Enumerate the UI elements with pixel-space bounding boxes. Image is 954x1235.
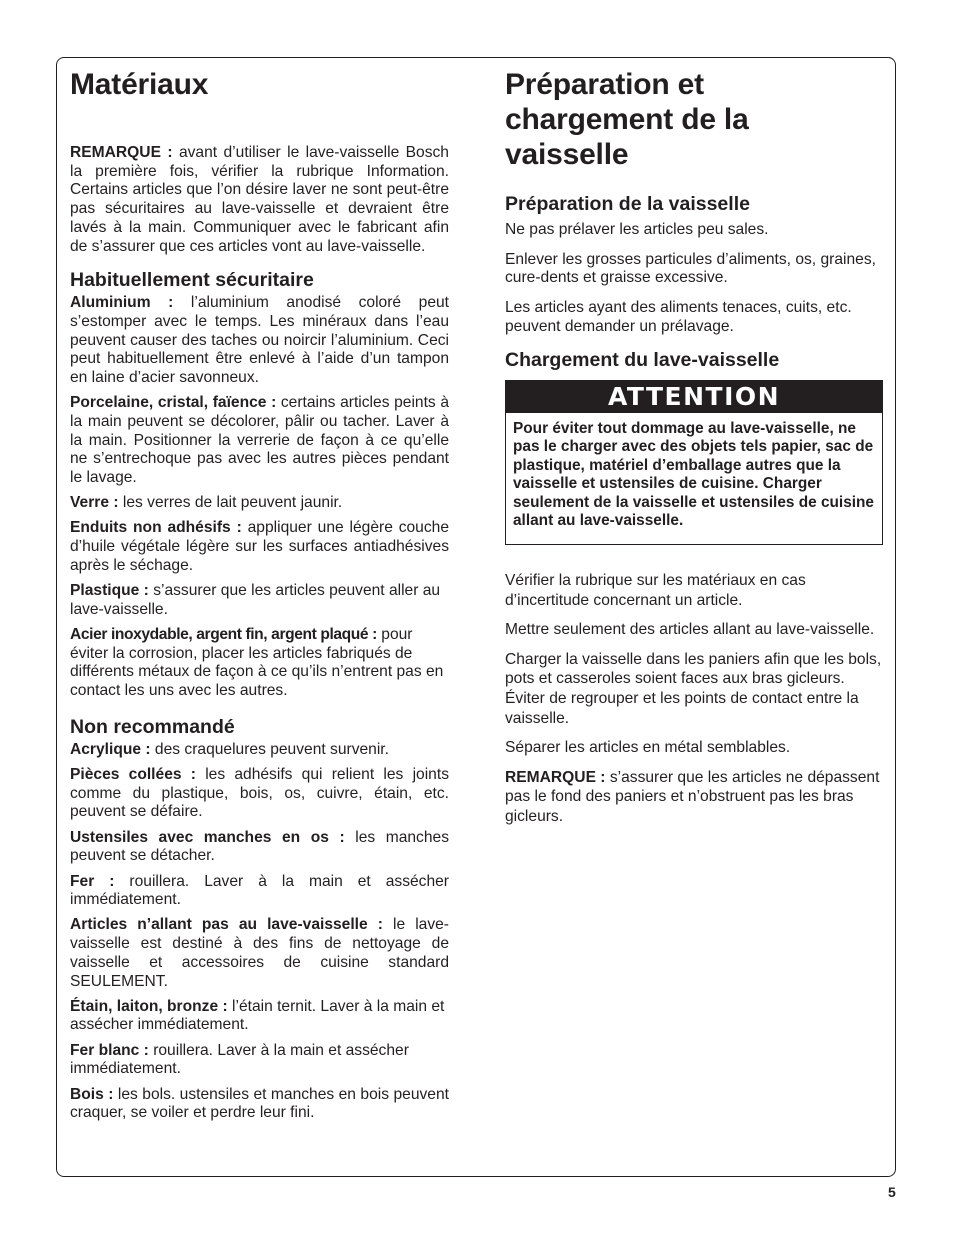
safe-item [70,494,449,513]
load-paragraph: Charger la vaisselle dans les paniers afin que les bols, pots et casseroles soient faces aux bras gicleurs. Éviter de regrouper et les points de contact entre la vaisselle. [505,650,882,727]
item-text: l’aluminium anodisé coloré peut s’estomper avec le temps. Les minéraux dans l’eau peuvent causer des taches ou noircir l’aluminium. Ceci peut habituellement être enlevé à l’aide d’un tampon en laine d’acier savonneux. [70,294,449,387]
not-item [70,998,449,1035]
item-text: pour éviter la corrosion, placer les articles fabriqués de différents métaux de façon à ce qu’ils n’entrent pas en contact les uns avec les autres. [70,625,444,700]
item-text: certains articles peints à la main peuvent se décolorer, pâlir ou tacher. Laver à la main. Positionner la verrerie de façon à ce qu’elle ne s’entrechoque pas avec les autres pièces pendant le lavage. [70,394,449,487]
prep-paragraph: Ne pas prélaver les articles peu sales. [505,221,769,238]
item-text: s’assurer que les articles peuvent aller au lave-vaisselle. [70,582,441,618]
materials-title: Matériaux [70,68,209,101]
prep-paragraph: Les articles ayant des aliments tenaces, cuits, etc. peuvent demander un prélavage. [505,299,852,335]
materials-note [70,144,449,256]
item-label: Étain, laiton, bronze : [70,997,228,1015]
not-item [70,873,449,910]
title-line: vaisselle [505,138,629,171]
not-item [70,916,449,991]
item-label: Acier inoxydable, argent fin, argent plaqué : [70,625,377,643]
attention-title: ATTENTION [506,381,882,413]
note-label: REMARQUE : [505,768,606,786]
prep-paragraph: Enlever les grosses particules d’aliments, os, graines, cure-dents et graisse excessive. [505,250,876,287]
load-paragraph: Vérifier la rubrique sur les matériaux en cas d’incertitude concernant un article. [505,572,806,609]
safe-item [70,626,449,701]
safe-item [70,394,449,488]
page-number: 5 [888,1184,896,1200]
item-label: Articles n’allant pas au lave-vaisselle : [70,916,383,934]
load-paragraph: Mettre seulement des articles allant au lave-vaisselle. [505,621,875,639]
title-line: Préparation et [505,68,704,101]
safe-item [70,519,449,575]
item-text: le lave-vaisselle est destiné à des fins de nettoyage de vaisselle et accessoires de cuisine standard SEULEMENT. [70,916,449,990]
item-text: des craquelures peuvent survenir. [150,740,389,758]
item-text: les adhésifs qui relient les joints comme du plastique, bois, os, cuivre, étain, etc. peuvent se défaire. [70,765,449,821]
item-label: Fer blanc : [70,1041,149,1059]
item-label: Verre : [70,494,119,512]
attention-text: Pour éviter tout dommage au lave-vaisselle, ne pas le charger avec des objets tels papier, sac de plastique, matériel d’emballage autres que la vaisselle et ustensiles de cuisine. Charger seulement de la vaisselle et ustensiles de cuisine allant au lave-vaisselle. [513,419,874,530]
loading-title [505,57,883,172]
safe-heading: Habituellement sécuritaire [70,269,314,292]
item-label: Fer : [70,872,115,890]
item-label: Acrylique : [70,740,151,758]
item-text: rouillera. Laver à la main et assécher immédiatement. [70,872,450,909]
attention-box [505,380,883,546]
final-note [505,768,883,827]
not-recommended-heading: Non recommandé [70,715,235,738]
item-label: Pièces collées : [70,765,196,783]
item-text: les manches peuvent se détacher. [70,828,449,865]
safe-item [70,294,449,388]
item-text: appliquer une légère couche d’huile végétale légère sur les surfaces antiadhésives après le séchage. [70,519,449,574]
title-line: chargement de la [505,103,749,136]
not-item [70,766,449,822]
note-label: REMARQUE : [70,144,173,161]
not-item [70,829,449,866]
item-text: l’étain ternit. Laver à la main et assécher immédiatement. [70,997,445,1034]
load-paragraphs [505,571,883,827]
load-paragraph: Séparer les articles en métal semblables. [505,739,791,757]
loading-column [505,57,883,837]
item-text: les verres de lait peuvent jaunir. [118,494,343,512]
safe-item [70,582,449,619]
prep-heading: Préparation de la vaisselle [505,193,750,215]
not-item [70,1086,449,1123]
item-text: les bols. ustensiles et manches en bois peuvent craquer, se voiler et perdre leur fini. [70,1085,449,1122]
item-label: Bois : [70,1085,114,1103]
not-item [70,741,449,760]
materials-column [70,57,449,1129]
item-label: Enduits non adhésifs : [70,519,242,537]
note-text: s’assurer que les articles ne dépassent pas le fond des paniers et n’obstruent pas les bras gicleurs. [505,768,880,826]
item-text: rouillera. Laver à la main et assécher immédiatement. [70,1041,409,1078]
item-label: Aluminium : [70,294,174,312]
item-label: Porcelaine, cristal, faïence : [70,394,277,412]
item-label: Plastique : [70,582,149,600]
load-heading: Chargement du lave-vaisselle [505,348,780,371]
note-text: avant d’utiliser le lave-vaisselle Bosch la première fois, vérifier la rubrique Information. Certains articles que l’on désire laver ne sont peut-être pas sécuritaires au lave-vaisselle et devraient être lavés à la main. Communiquer avec le fabricant afin de s’assurer que ces articles vont au lave-vaisselle. [70,144,449,255]
item-label: Ustensiles avec manches en os : [70,828,345,846]
not-item [70,1042,449,1079]
